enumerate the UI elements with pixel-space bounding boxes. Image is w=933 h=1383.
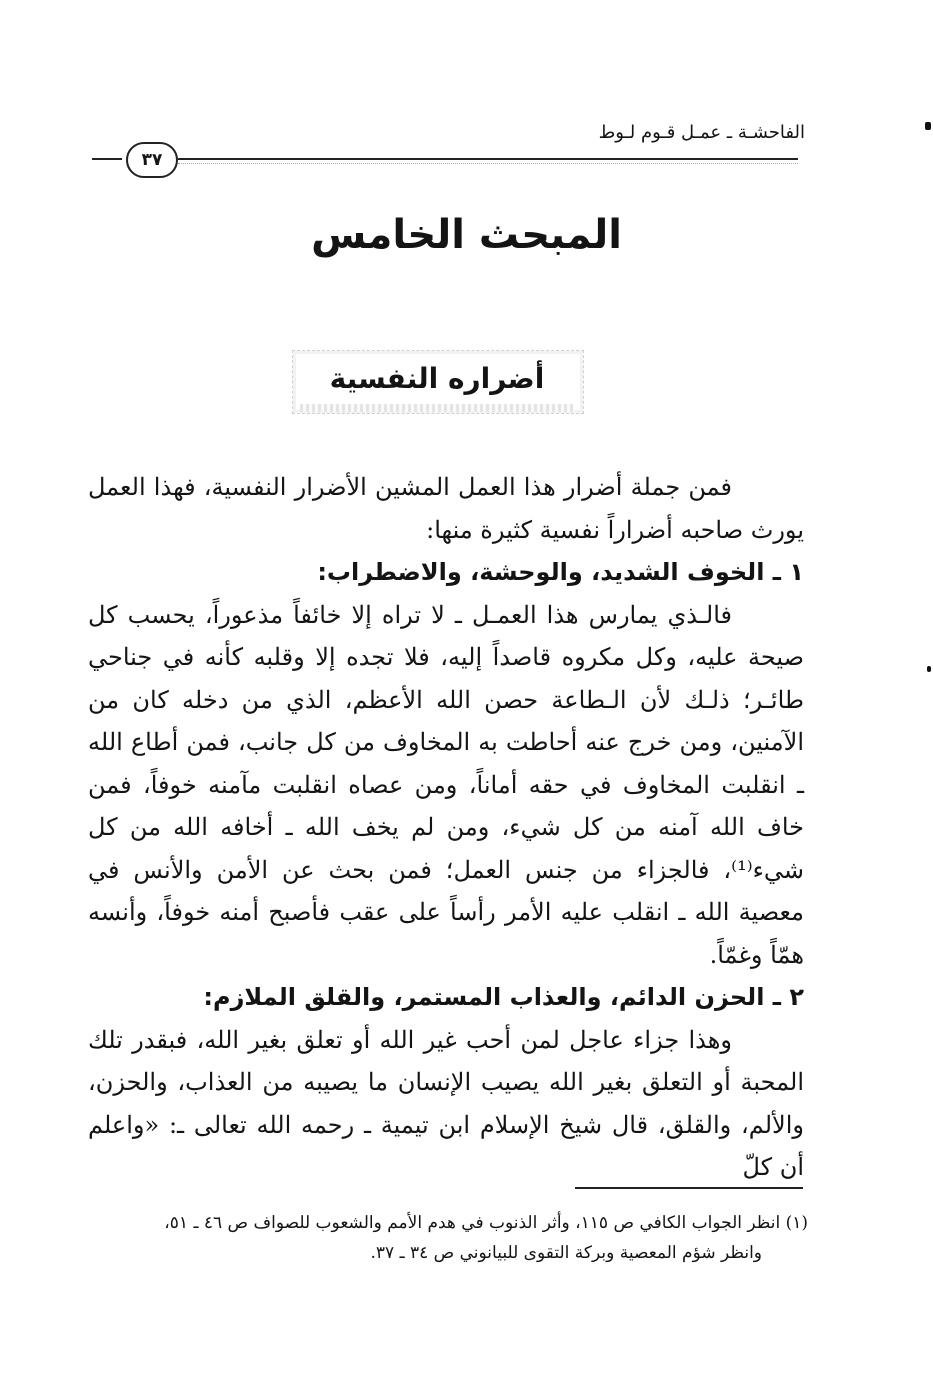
heading-sadness: ٢ ـ الحزن الدائم، والعذاب المستمر، والقلق الملازم: [203,983,804,1011]
paragraph-fear: فالـذي يمارس هذا العمـل ـ لا تراه إلا خائفاً مذعوراً، يحسب كل صيحة عليه، وكل مكروه قاصداً إليه، فلا تجده إلا وقلبه كأنه في جناحي طائـر؛ ذلـك لأن الـطاعة حصن الله الأعظم، الذي من دخله كان من الآمنين، ومن خرج عنه أحاطت به المخاوف من كل جانب، فمن أطاع الله ـ انقلبت المخاوف في حقه أماناً، ومن عصاه انقلبت مآمنه خوفاً، فمن خاف الله آمنه من كل شيء، ومن لم يخف الله ـ أخافه الله من كل شيء⁽¹⁾، فالجزاء من جنس العمل؛ فمن بحث عن الأمن والأنس في معصية الله ـ انقلب عليه الأمر رأساً على عقب فأصبح أمنه خوفاً، وأنسه همّاً وغمّاً. [88,600,804,969]
footnote-rule [575,1187,803,1189]
footnote-1-line-1: (١) انظر الجواب الكافي ص ١١٥، وأثر الذنوب في هدم الأمم والشعوب للصواف ص ٤٦ ـ ٥١، [164,1213,808,1233]
header-rule-left [92,158,122,160]
footnote-1-line-2: وانظر شؤم المعصية وبركة التقوى للبيانوني ص ٣٤ ـ ٣٧. [370,1243,762,1263]
subtitle-frame-ornament [300,404,574,412]
subtitle: أضراره النفسية [329,362,545,395]
running-header-title: الفاحشـة ـ عمـل قـوم لـوط [598,122,805,143]
header-rule-dotted [178,163,798,164]
heading-fear: ١ ـ الخوف الشديد، والوحشة، والاضطراب: [317,558,804,586]
footnotes [96,1208,808,1268]
intro-paragraph: فمن جملة أضرار هذا العمل المشين الأضرار النفسية، فهذا العمل يورث صاحبه أضراراً نفسية كثيرة منها: [88,473,804,544]
edge-mark-top [925,122,931,130]
paragraph-sadness: وهذا جزاء عاجل لمن أحب غير الله أو تعلق بغير الله، فبقدر تلك المحبة أو التعلق بغير الله يصيب الإنسان ما يصيبه من العذاب، والحزن، والألم، والقلق، قال شيخ الإسلام ابن تيمية ـ رحمه الله تعالى ـ: «واعلم أن كلّ [88,1025,804,1181]
header-rule [178,158,798,160]
body-text [88,466,804,1189]
edge-mark-middle [927,666,931,672]
section-title: المبحث الخامس [311,212,622,258]
page-number: ٣٧ [126,142,178,178]
